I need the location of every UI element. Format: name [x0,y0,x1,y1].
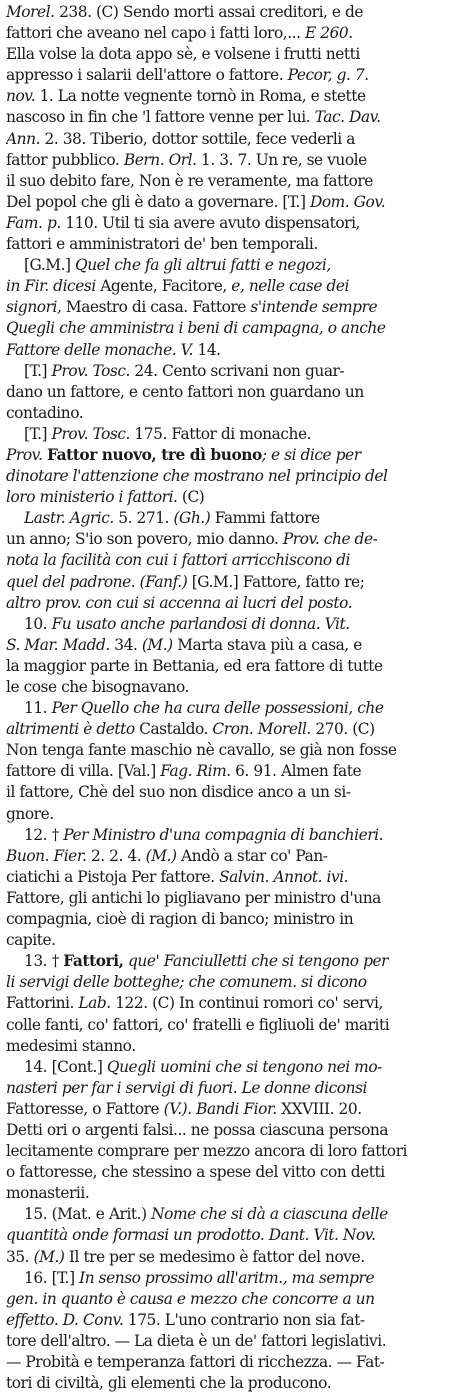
roman-text: Non tenga fante maschio nè cavallo, se già non fosse [6,741,397,760]
text-line [6,508,467,529]
roman-text: tori di civiltà, gli elementi che la producono. [6,1374,332,1393]
roman-text: (C) [177,488,205,507]
text-line [6,276,467,297]
roman-text: Fammi fattore [210,509,320,528]
roman-text: nascoso in fin che 'l fattore venne per lui. [6,108,315,127]
italic-text: Salvin. Annot. ivi. [219,867,349,886]
italic-text: gen. in quanto è causa e mezzo che concorre a un [6,1289,375,1308]
italic-text: (M.) [33,1247,65,1266]
entry-s11 [6,698,467,825]
text-line [6,1352,467,1373]
roman-text: compagnia, cioè di ragion di banco; ministro in [6,910,354,929]
roman-text: 16. [T.] [24,1268,80,1287]
roman-text: [G.M.] [24,256,76,275]
entry-gm [6,255,467,360]
text-line [6,318,467,339]
italic-text: effetto. D. Conv. [6,1310,124,1329]
entry-s10 [6,614,467,698]
italic-text: Fam. p. [6,213,61,232]
text-line [6,487,467,508]
italic-text: Morel. [6,3,60,21]
text-line [6,888,467,909]
italic-text: Quegli che amministra i beni di campagna, o anche [6,319,386,338]
roman-text: il fattore, Chè del suo non disdice anco a un si- [6,783,351,802]
roman-text: fattor pubblico. [6,150,124,169]
italic-text: (Gh.) [173,509,211,528]
entry-s16 [6,1268,467,1395]
text-line [6,698,467,719]
italic-text: dinotare l'attenzione che mostrano nel principio del [6,467,388,486]
text-line [6,1247,467,1268]
text-line [6,1099,467,1120]
text-line [6,677,467,698]
roman-text: [G.M.] Fattore, fatto re; [187,572,365,591]
italic-text: Bern. Orl. [123,150,197,169]
text-line [6,719,467,740]
text-line [6,930,467,951]
italic-text: loro ministerio i fattori. [6,488,178,507]
text-line [6,1162,467,1183]
italic-text: nota la facilità con cui i fattori arricchiscono di [6,551,351,570]
text-line [6,614,467,635]
text-line [6,255,467,276]
text-line [6,1204,467,1225]
italic-text: Nome che si dà a ciascuna delle [151,1205,388,1224]
italic-text: Prov. Tosc. [51,424,130,443]
bold-text: Fattori, [63,952,124,971]
text-line [6,129,467,150]
italic-text: Prov. Tosc. [51,361,130,380]
roman-text: 1. 3. 7. Un re, se vuole [196,150,367,169]
roman-text: 1. La notte vegnente tornò in Roma, e stette [35,87,366,106]
italic-text: ; e si dice per [261,445,361,464]
roman-text: 2. 38. Tiberio, dottor sottile, fece vederli a [40,129,355,148]
roman-text: 175. L'uno contrario non sia fat- [123,1310,365,1329]
text-line [6,1268,467,1289]
italic-text: s'intende sempre [250,298,378,317]
text-line [6,382,467,403]
italic-text: Per Ministro d'una compagnia di banchieri. [63,825,384,844]
roman-text: 15. (Mat. e Arit.) [24,1205,152,1224]
italic-text: Fag. Rim. [160,762,231,781]
italic-text: (V.). [163,1099,192,1118]
italic-text: Bandi Fior. [196,1099,277,1118]
text-line [6,150,467,171]
text-line [6,361,467,382]
italic-text: in Fir. dicesi [6,277,96,296]
text-line [6,1078,467,1099]
roman-text: 12. † [24,825,64,844]
entry-s13 [6,951,467,1056]
text-line [6,44,467,65]
roman-text: il suo debito fare, Non è re veramente, ma fattore [6,171,373,190]
italic-text: Per Quello che ha cura delle possessioni, che [51,699,384,718]
text-line [6,1310,467,1331]
roman-text: 14. [193,340,221,359]
text-line [6,867,467,888]
roman-text: Fattorini. [6,994,79,1013]
entry-prov2 [6,424,467,508]
roman-text: 2. 2. 4. [86,846,146,865]
italic-text: Quegli uomini che si tengono nei mo- [106,1057,382,1076]
roman-text: Andò a star co' Pan- [176,846,328,865]
entry-prov1 [6,361,467,424]
roman-text: [T.] [24,424,52,443]
italic-text: (M.) [145,846,177,865]
text-line [6,529,467,550]
italic-text: Tac. Dav. [314,108,381,127]
text-line [6,993,467,1014]
italic-text: S. Mar. Madd. [6,635,110,654]
text-line [6,297,467,318]
roman-text: XXVIII. 20. [276,1099,362,1118]
italic-text: nasteri per far i servigi di fuori. Le donne diconsi [6,1078,368,1097]
text-line [6,761,467,782]
text-line [6,909,467,930]
text-line [6,550,467,571]
roman-text: o fattoresse, che stessino a spese del vitto con detti [6,1163,385,1182]
text-line [6,1141,467,1162]
text-line [6,107,467,128]
italic-text: signori, [6,298,62,317]
roman-text: Fattoresse, o Fattore [6,1099,164,1118]
text-line [6,1183,467,1204]
text-line [6,804,467,825]
roman-text: Detti ori o argenti falsi... ne possa ciascuna persona [6,1120,389,1139]
italic-text: E 260. [304,24,353,43]
roman-text: capite. [6,931,56,950]
roman-text: 175. Fattor di monache. [129,424,312,443]
italic-text: altrimenti è detto [6,720,135,739]
text-line [6,656,467,677]
entry-s12 [6,825,467,952]
text-line [6,213,467,234]
roman-text: gnore. [6,804,54,823]
roman-text: dano un fattore, e cento fattori non guardano un [6,382,364,401]
italic-text: Fattore delle monache. V. [6,340,194,359]
italic-text: In senso prossimo all'aritm., ma sempre [79,1268,375,1287]
text-line [6,1057,467,1078]
italic-text: li servigi delle botteghe; che comunem. si dicono [6,973,367,992]
roman-text: Del popol che gli è dato a governare. [T.] [6,192,310,211]
text-line [6,846,467,867]
roman-text: le cose che bisognavano. [6,678,189,696]
italic-text: Prov. [6,445,43,464]
roman-text: 14. [Cont.] [24,1057,107,1076]
italic-text: che de- [319,530,378,549]
roman-text: la maggior parte in Bettania, ed era fattore di tutte [6,656,383,675]
text-line [6,1373,467,1394]
italic-text: Pecor, g. 7. [287,66,369,85]
entry-s15 [6,1204,467,1267]
text-line [6,1036,467,1057]
italic-text: nov. [6,87,36,106]
italic-text: que' Fanciulletti che si tengono per [123,952,389,971]
text-line [6,1015,467,1036]
roman-text: 6. 91. Almen fate [230,762,362,781]
text-line [6,65,467,86]
roman-text: lecitamente comprare per mezzo ancora di loro fattori [6,1142,407,1161]
italic-text: quantità onde formasi un prodotto. Dant. Vit. Nov. [6,1226,376,1245]
bold-text: Fattor nuovo, tre dì buono [46,445,262,464]
text-line [6,593,467,614]
roman-text: 5. 271. [113,509,174,528]
roman-text: contadino. [6,403,84,422]
text-line [6,972,467,993]
text-line [6,192,467,213]
roman-text: 11. [24,699,52,718]
italic-text: e, nelle case dei [231,277,349,296]
italic-text: altro prov. con cui si accenna ai lucri del posto. [6,593,353,612]
roman-text: Il tre per se medesimo è fattor del nove. [64,1247,365,1266]
italic-text: Dom. Gov. [309,192,386,211]
text-line [6,635,467,656]
roman-text: Ella volse la dota appo sè, e volsene i frutti netti [6,45,360,64]
text-line [6,825,467,846]
roman-text: Fattore, gli antichi lo pigliavano per ministro d'una [6,888,381,907]
roman-text: fattori e amministratori de' ben temporali. [6,235,318,254]
text-line [6,86,467,107]
text-line [6,445,467,466]
roman-text: medesimi stanno. [6,1036,136,1055]
text-line [6,1289,467,1310]
text-line [6,782,467,803]
roman-text: — Probità e temperanza fattori di ricchezza. — Fat- [6,1353,385,1371]
italic-text: Lastr. Agric. [24,509,114,528]
roman-text: 24. Cento scrivani non guar- [129,361,345,380]
roman-text: Castaldo. [134,720,213,739]
roman-text: 110. Util ti sia avere avuto dispensatori, [60,213,360,232]
roman-text: fattore di villa. [Val.] [6,762,161,781]
entry-cont [6,2,467,255]
text-line [6,403,467,424]
roman-text: tore dell'altro. — La dieta è un de' fattori legislativi. [6,1331,387,1350]
text-line [6,234,467,255]
italic-text: quel del padrone. (Fanf.) [6,572,188,591]
text-line [6,740,467,761]
text-line [6,572,467,593]
roman-text: appresso i salarii dell'attore o fattore. [6,66,288,85]
italic-text: Fu usato anche parlandosi di donna. Vit. [51,614,350,633]
italic-text: (M.) [141,635,173,654]
text-line [6,1225,467,1246]
text-line [6,424,467,445]
entry-lastr [6,508,467,613]
roman-text: colle fanti, co' fattori, co' fratelli e figliuoli de' mariti [6,1015,390,1034]
roman-text: 10. [24,614,52,633]
italic-text: Prov. [282,530,320,549]
roman-text: fattori che aveano nel capo i fatti loro,... [6,24,305,43]
italic-text: Ann. [6,129,41,148]
text-line [6,1120,467,1141]
roman-text: 35. [6,1247,34,1266]
roman-text: 122. (C) In continui romori co' servi, [110,994,383,1013]
entry-s14 [6,1057,467,1205]
roman-text: monasterii. [6,1184,90,1203]
roman-text: 13. † [24,952,64,971]
text-line [6,23,467,44]
italic-text: Quel che fa gli altrui fatti e negozi, [75,256,331,275]
text-line [6,171,467,192]
roman-text: 238. (C) Sendo morti assai creditori, e de [59,3,364,21]
text-line [6,2,467,23]
roman-text: Maestro di casa. Fattore [61,298,251,317]
roman-text: 34. [109,635,142,654]
text-line [6,340,467,361]
italic-text: Lab. [78,994,111,1013]
text-line [6,951,467,972]
italic-text: Cron. Morell. [212,720,311,739]
dictionary-entries [6,2,467,1394]
roman-text: 270. (C) [310,720,375,739]
roman-text: ciatichi a Pistoja Per fattore. [6,867,220,886]
text-line [6,466,467,487]
roman-text: Marta stava più a casa, e [172,635,362,654]
text-line [6,1331,467,1352]
roman-text: [T.] [24,361,52,380]
roman-text: Agente, Facitore, [95,277,232,296]
roman-text: un anno; S'io son povero, mio danno. [6,530,283,549]
italic-text: Buon. Fier. [6,846,87,865]
